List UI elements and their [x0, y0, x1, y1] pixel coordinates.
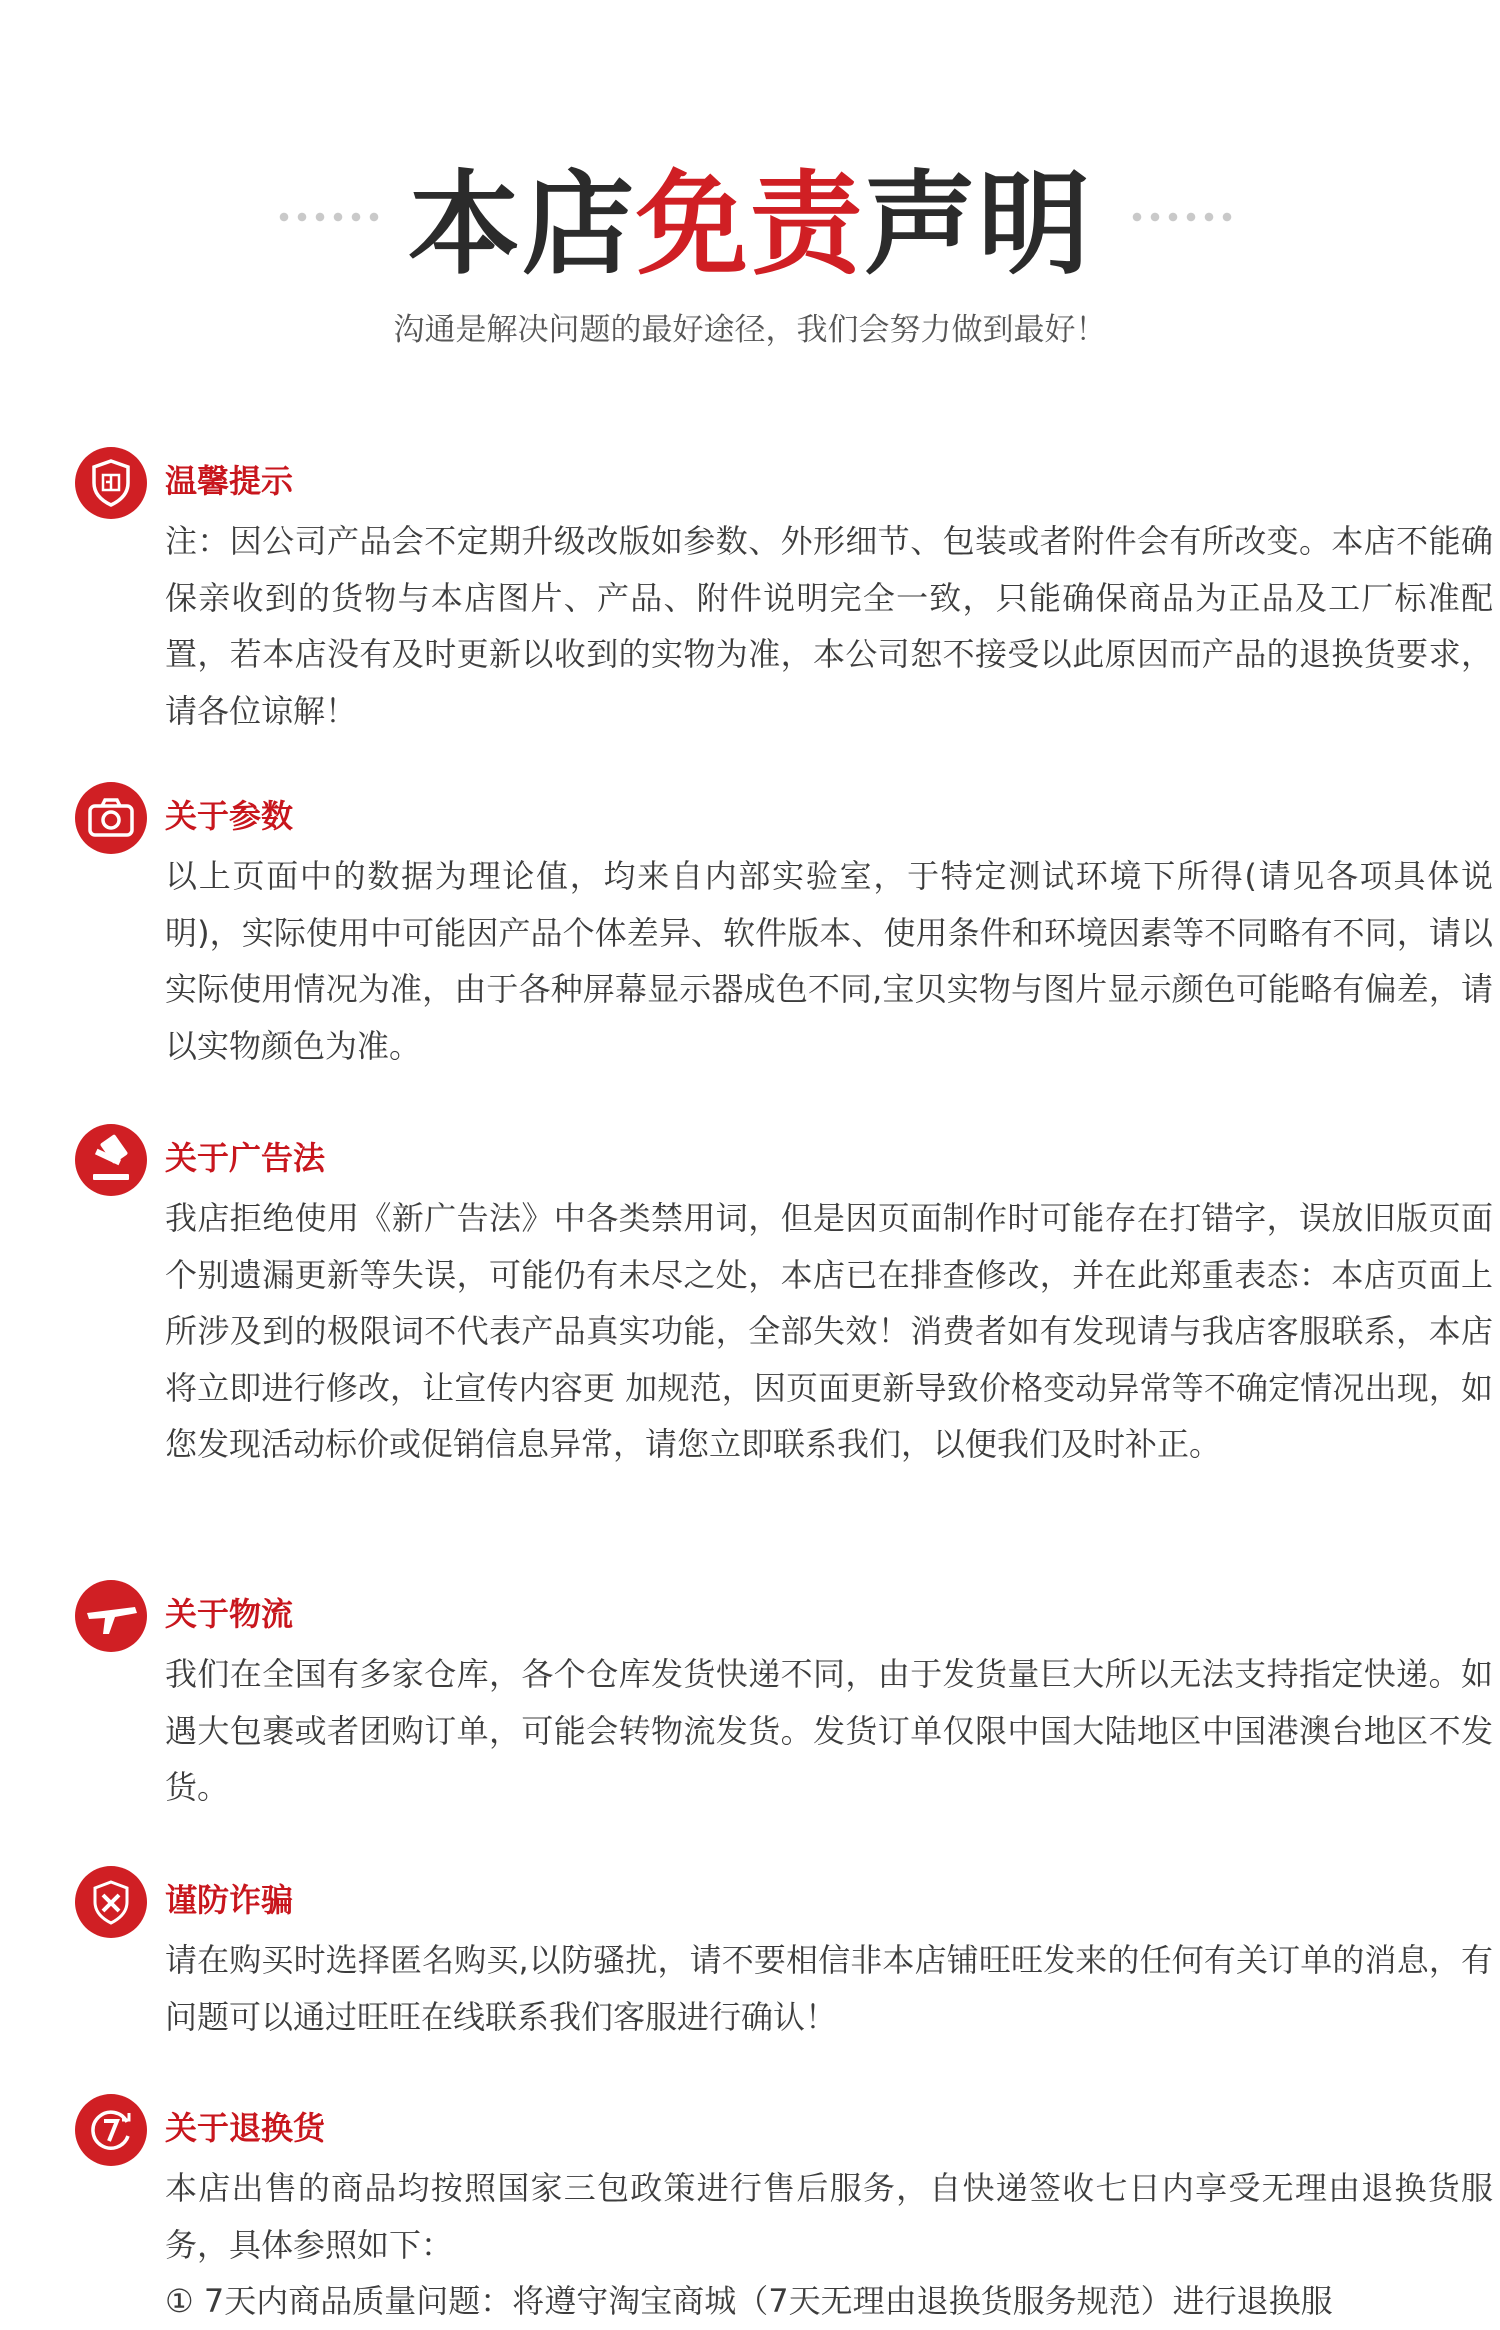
section-title: 关于参数 [165, 797, 294, 835]
decorative-dots-right [1128, 210, 1238, 224]
gavel-icon [75, 1124, 147, 1196]
title-part-2-highlight: 免责 [636, 160, 864, 290]
section-title: 温馨提示 [165, 462, 294, 500]
anti-fraud-icon [75, 1866, 147, 1938]
section-title: 关于物流 [165, 1595, 294, 1633]
list-item: ① 7天内商品质量问题：将遵守淘宝商城（7天无理由退换货服务规范）进行退换服 [165, 2282, 1333, 2321]
section-title: 关于广告法 [165, 1139, 326, 1177]
section-body: 以上页面中的数据为理论值，均来自内部实验室，于特定测试环境下所得(请见各项具体说明)，实际使用中可能因产品个体差异、软件版本、使用条件和环境因素等不同略有不同，请以实际使用情况为准，由于各种屏幕显示器成色不同,宝贝实物与图片显示颜色可能略有偏差，请以实物颜色为准。 [165, 857, 1493, 1065]
seven-day-return-icon [75, 2094, 147, 2166]
camera-icon [75, 782, 147, 854]
page-header [0, 160, 1500, 290]
page-title [0, 160, 1500, 290]
certificate-icon [75, 447, 147, 519]
section-body [165, 2160, 1493, 2330]
title-part-3: 声明 [864, 160, 1092, 290]
section-body: 注：因公司产品会不定期升级改版如参数、外形细节、包装或者附件会有所改变。本店不能确保亲收到的货物与本店图片、产品、附件说明完全一致，只能确保商品为正品及工厂标准配置，若本店没有及时更新以收到的实物为准，本公司恕不接受以此原因而产品的退换货要求，请各位谅解！ [165, 522, 1493, 730]
section-body: 我店拒绝使用《新广告法》中各类禁用词，但是因页面制作时可能存在打错字，误放旧版页面个别遗漏更新等失误，可能仍有未尽之处，本店已在排查修改，并在此郑重表态：本店页面上所涉及到的极限词不代表产品真实功能，全部失效！消费者如有发现请与我店客服联系，本店将立即进行修改，让宣传内容更 加规范，因页面更新导致价格变动异常等不确定情况出现，如您发现活动标价或促销信息异常，请您立即联系我们，以便我们及时补正。 [165, 1199, 1493, 1464]
airplane-icon [75, 1580, 147, 1652]
title-part-1: 本店 [408, 160, 636, 290]
section-title: 关于退换货 [165, 2109, 326, 2147]
section-body-intro: 本店出售的商品均按照国家三包政策进行售后服务，自快递签收七日内享受无理由退换货服务，具体参照如下： [165, 2169, 1493, 2264]
section-body: 请在购买时选择匿名购买,以防骚扰，请不要相信非本店铺旺旺发来的任何有关订单的消息，有问题可以通过旺旺在线联系我们客服进行确认！ [165, 1941, 1493, 2036]
section-body: 我们在全国有多家仓库，各个仓库发货快递不同，由于发货量巨大所以无法支持指定快递。如遇大包裹或者团购订单，可能会转物流发货。发货订单仅限中国大陆地区中国港澳台地区不发货。 [165, 1655, 1493, 1807]
section-title: 谨防诈骗 [165, 1881, 294, 1919]
page-subtitle: 沟通是解决问题的最好途径，我们会努力做到最好！ [393, 312, 1107, 348]
